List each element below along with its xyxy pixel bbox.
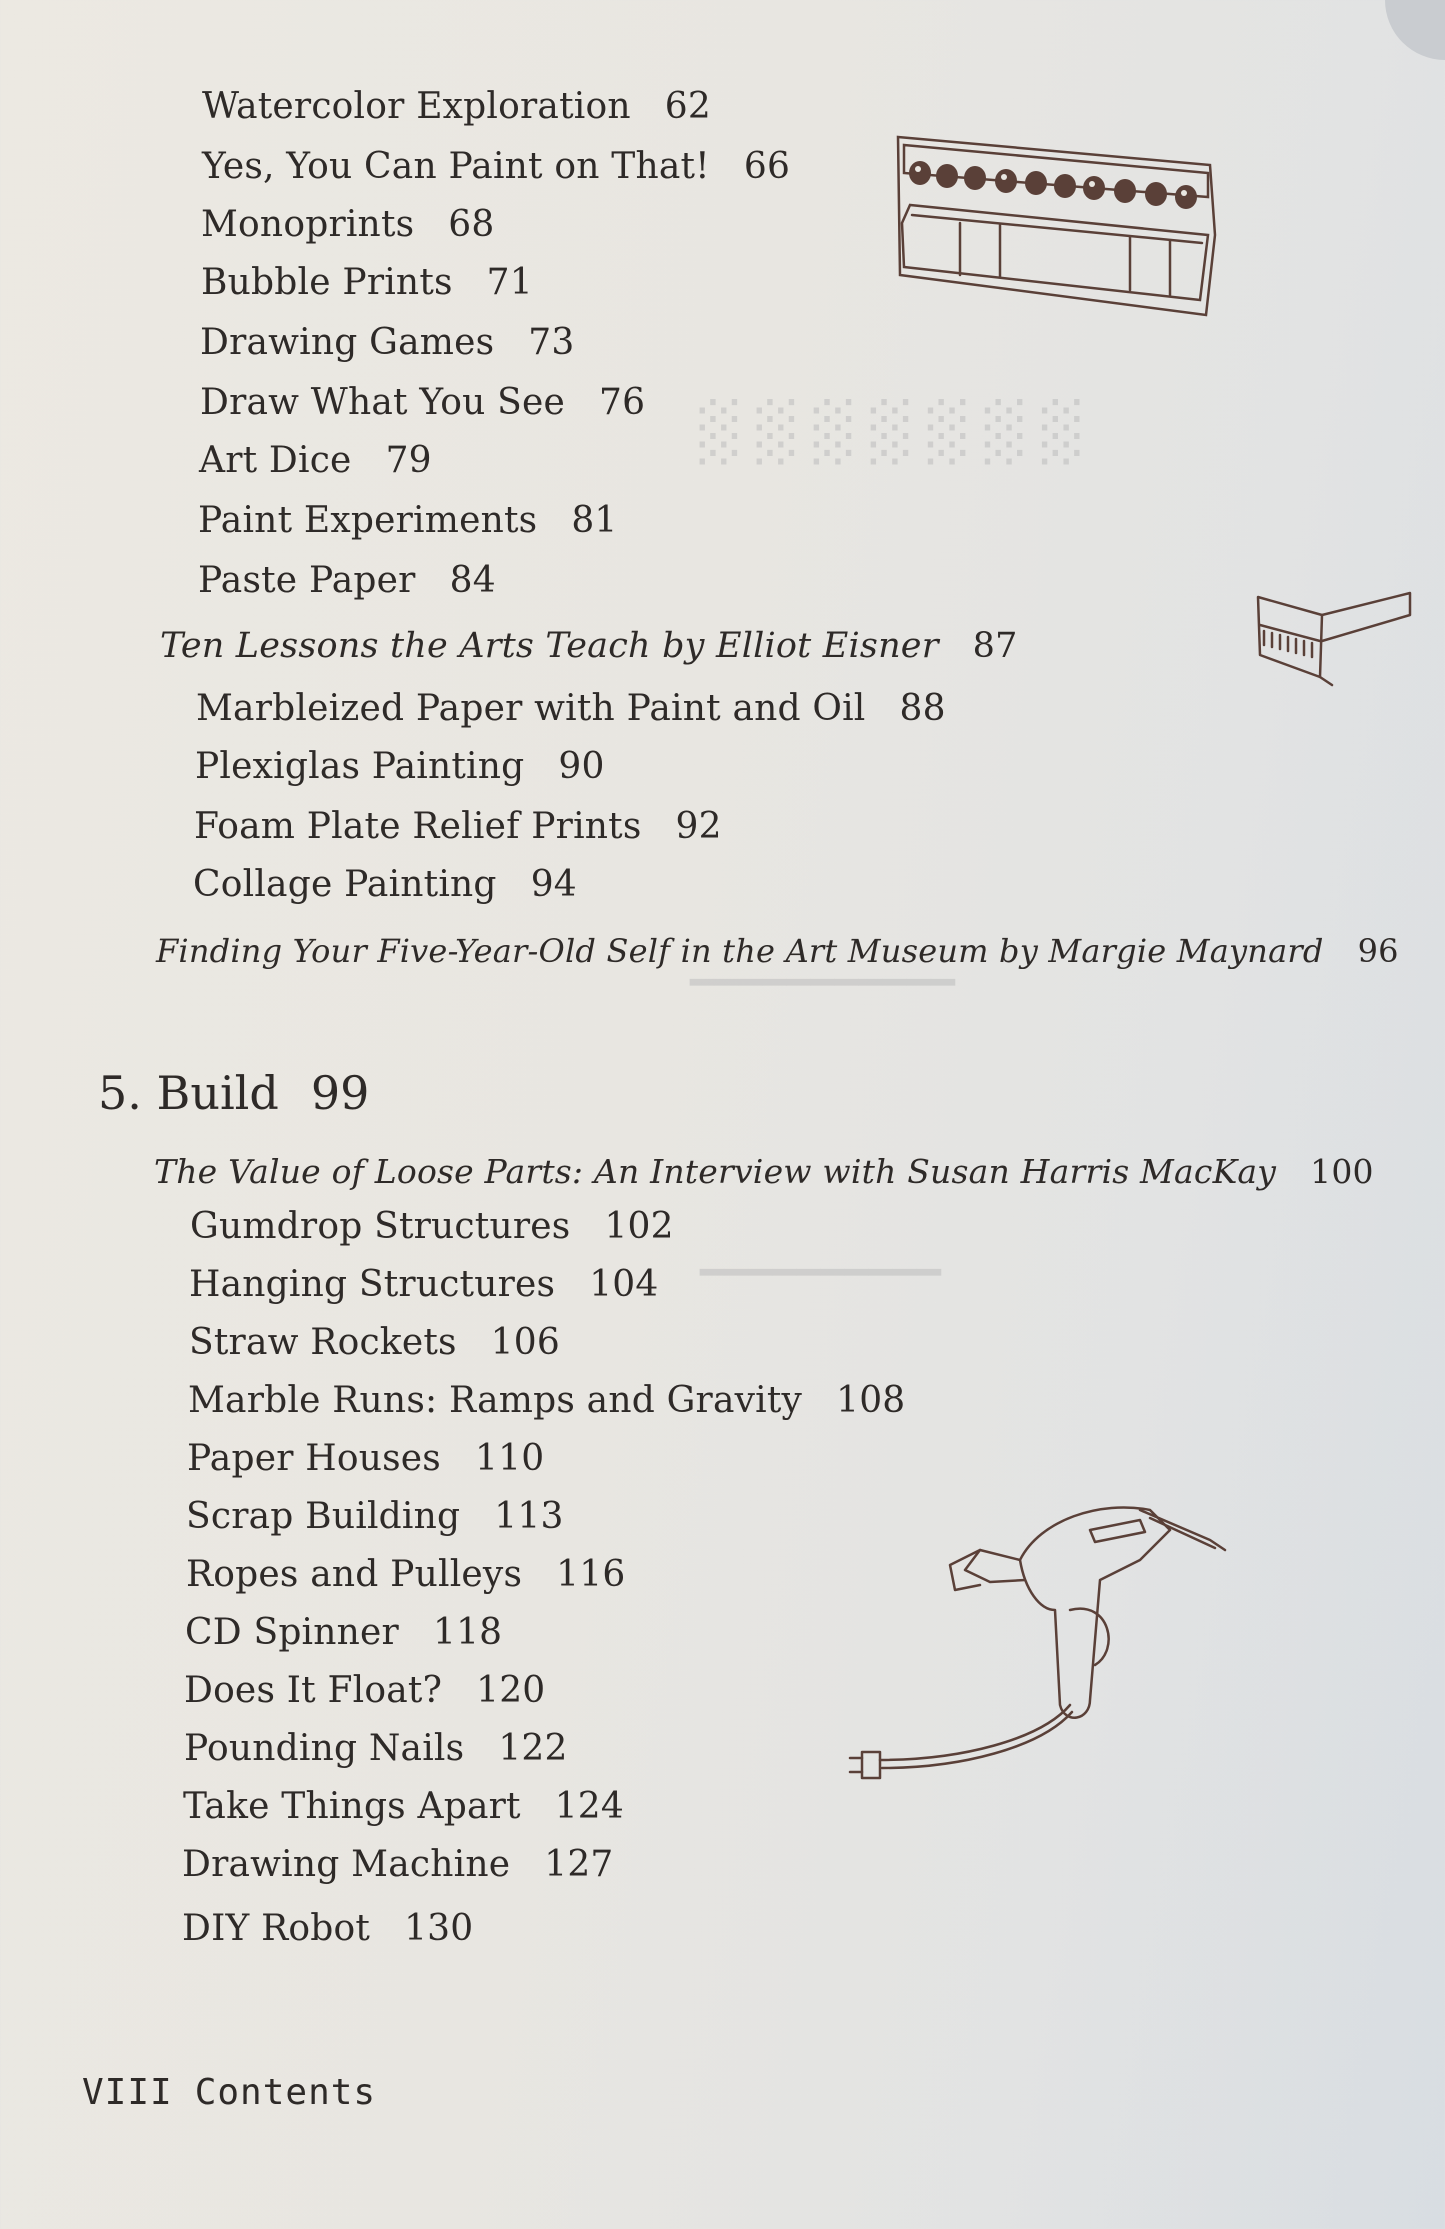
- toc-entry[interactable]: [186, 1554, 625, 1595]
- toc-entry-title: Foam Plate Relief Prints: [194, 806, 642, 847]
- toc-entry-page: 110: [474, 1438, 545, 1479]
- toc-entry-title: Paper Houses: [187, 1438, 441, 1479]
- toc-entry[interactable]: [190, 1206, 674, 1247]
- toc-entry[interactable]: [193, 864, 577, 905]
- toc-entry-title: Does It Float?: [184, 1670, 443, 1711]
- toc-entry[interactable]: [202, 86, 711, 127]
- chapter-heading[interactable]: [98, 1066, 369, 1120]
- toc-essay-entry[interactable]: [156, 932, 1399, 970]
- toc-entry[interactable]: [183, 1786, 624, 1827]
- running-title: Contents: [194, 2072, 377, 2113]
- chapter-page: 99: [310, 1066, 370, 1120]
- toc-entry[interactable]: [202, 146, 790, 187]
- toc-entry[interactable]: [200, 382, 645, 423]
- toc-entry-title: CD Spinner: [185, 1612, 399, 1653]
- toc-essay-entry[interactable]: [154, 1152, 1374, 1191]
- toc-entry-page: 73: [528, 322, 575, 363]
- toc-entry-page: 122: [498, 1728, 568, 1769]
- toc-entry-title: Take Things Apart: [183, 1786, 521, 1827]
- toc-entry[interactable]: [194, 806, 722, 847]
- toc-entry[interactable]: [188, 1380, 905, 1421]
- toc-entry-title: Yes, You Can Paint on That!: [202, 146, 710, 187]
- toc-entry-page: 84: [449, 560, 496, 601]
- toc-entry[interactable]: [184, 1670, 545, 1711]
- toc-entry[interactable]: [196, 688, 946, 729]
- toc-entry-page: 88: [899, 688, 946, 729]
- toc-entry[interactable]: [185, 1612, 502, 1653]
- toc-entry-title: Finding Your Five-Year-Old Self in the Art Museum by Margie Maynard: [156, 932, 1324, 970]
- toc-entry-title: Bubble Prints: [201, 262, 453, 303]
- toc-entry-page: 127: [544, 1844, 614, 1885]
- toc-entry-page: 108: [836, 1380, 906, 1421]
- toc-entry[interactable]: [198, 560, 496, 601]
- chapter-number: 5.: [98, 1066, 142, 1120]
- toc-entry-page: 118: [432, 1612, 503, 1653]
- toc-entry-page: 100: [1310, 1152, 1374, 1191]
- toc-entry-page: 106: [490, 1322, 560, 1363]
- toc-entry-page: 102: [604, 1206, 674, 1247]
- toc-entry-title: Monoprints: [201, 204, 415, 245]
- toc-entry-page: 130: [404, 1908, 474, 1949]
- toc-essay-entry[interactable]: [160, 626, 1018, 666]
- toc-entry-page: 90: [558, 746, 605, 787]
- toc-entry-page: 87: [972, 626, 1018, 666]
- toc-entry-title: Pounding Nails: [184, 1728, 465, 1769]
- toc-entry-title: Art Dice: [199, 440, 352, 481]
- toc-entry-title: Gumdrop Structures: [190, 1206, 571, 1247]
- toc-entry-title: Hanging Structures: [189, 1264, 556, 1305]
- watercolor-palette-icon: [890, 125, 1220, 325]
- toc-entry-title: DIY Robot: [182, 1908, 371, 1949]
- toc-entry-title: Drawing Games: [200, 322, 495, 363]
- toc-entry-title: The Value of Loose Parts: An Interview with Susan Harris MacKay: [154, 1152, 1277, 1191]
- toc-entry[interactable]: [200, 322, 575, 363]
- toc-entry-page: 79: [385, 440, 432, 481]
- toc-entry[interactable]: [201, 204, 495, 245]
- toc-entry-title: Paint Experiments: [198, 500, 538, 541]
- toc-entry[interactable]: [187, 1438, 544, 1479]
- toc-entry[interactable]: [199, 440, 432, 481]
- toc-entry-title: Drawing Machine: [182, 1844, 511, 1885]
- show-through-texture: ━━━━━━━━━━: [700, 1250, 941, 1296]
- toc-entry[interactable]: [182, 1908, 473, 1949]
- toc-entry-title: Straw Rockets: [189, 1322, 457, 1363]
- toc-entry-title: Paste Paper: [198, 560, 416, 601]
- page-footer: [82, 2072, 376, 2113]
- toc-entry[interactable]: [184, 1728, 568, 1769]
- toc-entry-title: Plexiglas Painting: [195, 746, 525, 787]
- toc-entry-page: 113: [494, 1496, 564, 1537]
- toc-entry-page: 62: [664, 86, 711, 127]
- toc-entry-page: 76: [598, 382, 646, 423]
- toc-entry-page: 81: [571, 500, 618, 541]
- page-corner: [1385, 0, 1445, 60]
- show-through-texture: ━━━━━━━━━━━: [690, 960, 955, 1006]
- toc-entry-page: 71: [486, 262, 533, 303]
- toc-entry[interactable]: [198, 500, 618, 541]
- toc-entry-page: 124: [554, 1786, 625, 1827]
- toc-entry-title: Ten Lessons the Arts Teach by Elliot Eisner: [160, 626, 939, 666]
- toc-entry[interactable]: [182, 1844, 614, 1885]
- toc-entry-page: 120: [476, 1670, 546, 1711]
- toc-entry-title: Ropes and Pulleys: [186, 1554, 523, 1595]
- toc-entry-page: 116: [556, 1554, 626, 1595]
- toc-entry[interactable]: [189, 1322, 560, 1363]
- page-number-roman: VIII: [82, 2072, 173, 2113]
- toc-entry-page: 96: [1357, 932, 1399, 970]
- toc-entry-page: 66: [743, 146, 791, 187]
- chapter-title: Build: [156, 1066, 279, 1120]
- toc-entry-title: Draw What You See: [200, 382, 565, 423]
- toc-entry-title: Collage Painting: [193, 864, 497, 905]
- paint-brush-icon: [1250, 585, 1420, 715]
- toc-entry-title: Marbleized Paper with Paint and Oil: [196, 688, 866, 729]
- toc-entry-title: Marble Runs: Ramps and Gravity: [188, 1380, 803, 1421]
- toc-entry-page: 92: [675, 806, 722, 847]
- toc-entry[interactable]: [189, 1264, 659, 1305]
- show-through-texture: ░░░░░░░: [680, 400, 1080, 465]
- toc-entry-title: Scrap Building: [186, 1496, 461, 1537]
- toc-entry-page: 104: [589, 1264, 659, 1305]
- toc-entry-title: Watercolor Exploration: [202, 86, 631, 127]
- toc-entry[interactable]: [201, 262, 533, 303]
- toc-entry[interactable]: [195, 746, 605, 787]
- toc-entry-page: 94: [530, 864, 577, 905]
- toc-entry[interactable]: [186, 1496, 564, 1537]
- glue-gun-icon: [840, 1490, 1300, 1790]
- toc-entry-page: 68: [448, 204, 495, 245]
